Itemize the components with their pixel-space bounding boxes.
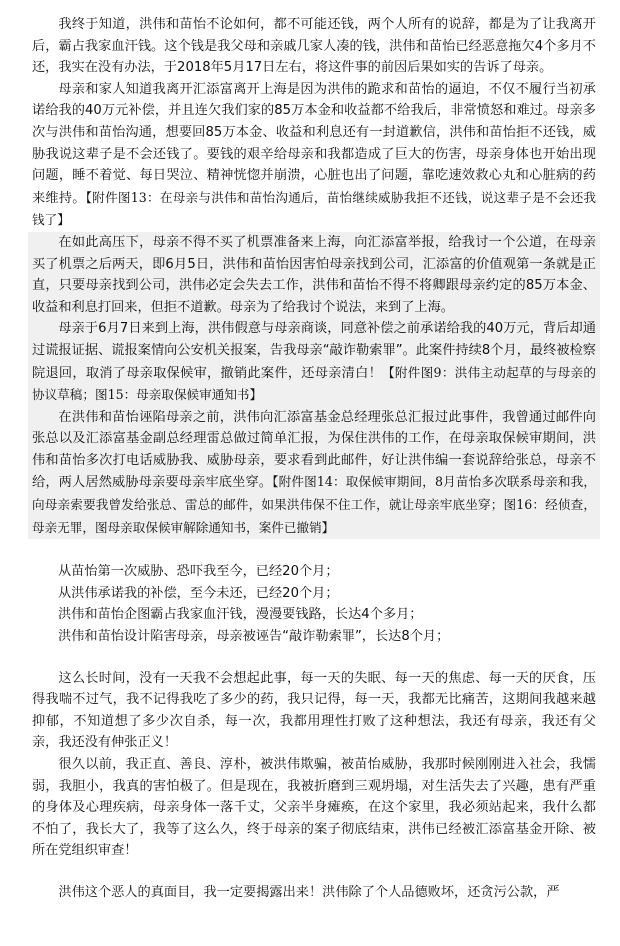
list-item: 洪伟和苗怡企图霸占我家血汗钱，漫漫要钱路，长达4个多月； [58, 607, 423, 623]
paragraph-5 [32, 407, 596, 540]
paragraph-2 [32, 79, 596, 232]
closing-paragraph-1: 这么长时间，没有一天我不会想起此事，每一天的失眠、每一天的焦虑、每一天的厌食，压得我喘不过气，我不记得我吃了多少的药，我只记得，每一天，我都无比痛苦，这期间我越来越抑郁，不知道想了多少次自杀，每一次，我都用理性打败了这种想法，我还有母亲，我还有父亲，我还没有伸张正义！ [32, 670, 596, 751]
timeline-list [32, 561, 596, 647]
shaded-section [28, 232, 600, 539]
paragraph-5-text: 在洪伟和苗怡诬陷母亲之前，洪伟向汇添富基金总经理张总汇报过此事件，我曾通过邮件向张总以及汇添富基金副总经理雷总做过简单汇报，为保住洪伟的工作，在母亲取保候审期间，洪伟和苗怡多次打电话威胁我、威胁母亲，要求看到此邮件，好让洪伟编一套说辞给张总，母亲不给，两人居然威胁母亲要母亲牢底坐穿。 [32, 409, 596, 491]
list-item: 从洪伟承诺我的补偿，至今未还，已经20个月； [58, 585, 339, 601]
paragraph-4-text: 母亲于6月7日来到上海，洪伟假意与母亲商谈，同意补偿之前承诺给我的40万元，背后却通过谎报证据、谎报案情向公安机关报案，告我母亲“敲诈勒索罪”。此案件持续8个月，最终被检察院退回，取消了母亲取保候审，撤销此案件，还母亲清白！ [32, 321, 596, 381]
spacer [32, 862, 596, 882]
attachment-note-9-15: 【附件图9：洪伟主动起草的与母亲的协议草稿；图15：母亲取保候审通知书】 [32, 364, 596, 403]
list-item: 洪伟和苗怡设计陷害母亲，母亲被诬告“敲诈勒索罪”，长达8个月； [58, 629, 450, 645]
spacer [32, 648, 596, 668]
attachment-note-14-16: 【附件图14：取保候审期间，8月苗怡多次联系母亲和我，向母亲索要我曾发给张总、雷总的邮件，如果洪伟保不住工作，就让母亲牢底坐穿；图16：经侦查，母亲无罪，图母亲取保候审解除通知书，案件已撤销】 [32, 474, 596, 535]
paragraph-4 [32, 318, 596, 406]
paragraph-3 [32, 232, 596, 318]
list-item: 从苗怡第一次威胁、恐吓我至今，已经20个月； [58, 564, 339, 580]
paragraph-1 [32, 14, 596, 79]
paragraph-1-text: 我终于知道，洪伟和苗怡不论如何，都不可能还钱，两个人所有的说辞，都是为了让我离开后，霸占我家血汗钱。这个钱是我父母和亲戚几家人凑的钱，洪伟和苗怡已经恶意拖欠4个多月不还，我实在没有办法，于2018年5月17日左右，将这件事的前因后果如实的告诉了母亲。 [32, 17, 596, 76]
attachment-note-13: 【附件图13：在母亲与洪伟和苗怡沟通后，苗怡继续威胁我拒不还钱，说这辈子是不会还我钱了】 [32, 189, 596, 228]
final-paragraph: 洪伟这个恶人的真面目，我一定要揭露出来！洪伟除了个人品德败坏，还贪污公款，严 [58, 884, 560, 900]
closing-paragraph-2: 很久以前，我正直、善良、淳朴，被洪伟欺骗，被苗怡威胁，我那时候刚刚进入社会，我懦弱，我胆小，我真的害怕极了。但是现在，我被折磨到三观坍塌，对生活失去了兴趣，患有严重的身体及心理疾病，母亲身体一落千丈，父亲半身瘫痪，在这个家里，我必须站起来，我什么都不怕了，我长大了，我等了这么久，终于母亲的案子彻底结束，洪伟已经被汇添富基金开除、被所在党组织审查！ [32, 757, 596, 859]
paragraph-3-text: 在如此高压下，母亲不得不买了机票准备来上海，向汇添富举报，给我讨一个公道，在母亲买了机票之后两天，即6月5日，洪伟和苗怡因害怕母亲找到公司，汇添富的价值观第一条就是正直，只要母亲找到公司，洪伟必定会失去工作，洪伟和苗怡不得不将卿跟母亲约定的85万本金、收益和利息打回来，但拒不道歉。母亲为了给我讨个说法，来到了上海。 [32, 234, 596, 315]
spacer [32, 539, 596, 561]
paragraph-2-text: 母亲和家人知道我离开汇添富离开上海是因为洪伟的跪求和苗怡的逼迫，不仅不履行当初承诺给我的40万元补偿，并且连欠我们家的85万本金和收益都不给我后，非常愤怒和难过。母亲多次与洪伟和苗怡沟通，想要回85万本金、收益和利息还有一封道歉信，洪伟和苗怡拒不还钱，威胁我说这辈子是不会还钱了。要钱的艰辛给母亲和我都造成了巨大的伤害，母亲身体也开始出现问题，睡不着觉、每日哭泣、精神恍惚并崩溃，心脏也出了问题，靠吃速效救心丸和心脏病的药来维持。 [32, 81, 596, 206]
